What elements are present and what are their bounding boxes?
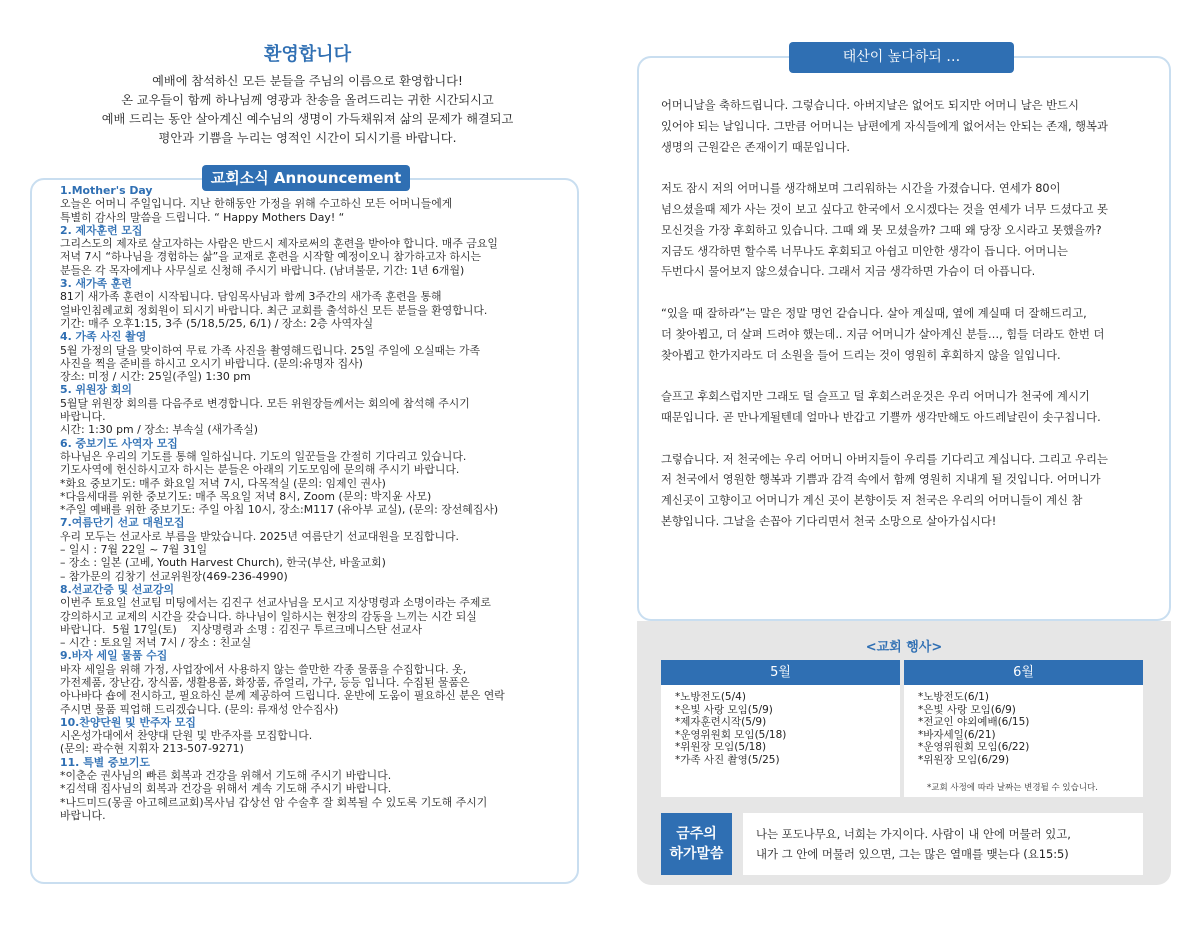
announcement-title: 7.여름단기 선교 대원모집	[60, 516, 185, 530]
welcome-section	[40, 40, 575, 148]
event-item: *전교인 야외예배(6/15)	[918, 716, 1030, 729]
welcome-line: 온 교우들이 함께 하나님께 영광과 찬송을 올려드리는 귀한 시간되시고	[121, 93, 494, 107]
verse-label	[661, 813, 732, 875]
event-item: *위원장 모임(5/18)	[675, 741, 767, 754]
announcement-line: – 시간 : 토요일 저녁 7시 / 장소 : 친교실	[60, 636, 252, 650]
announcement-item	[60, 716, 560, 756]
pastor-line: 어머니날을 축하드립니다. 그렇습니다. 아버지날은 없어도 되지만 어머니 날은 반드시	[661, 99, 1079, 112]
event-item: *위원장 모임(6/29)	[918, 753, 1010, 766]
pastor-column-text	[661, 96, 1156, 554]
announcement-title: 4. 가족 사진 촬영	[60, 330, 147, 344]
announcement-item	[60, 437, 560, 517]
events-june-header: 6월	[904, 660, 1143, 685]
announcement-line: 오늘은 어머니 주일입니다. 지난 한해동안 가정을 위해 수고하신 모든 어머니들에게	[60, 197, 453, 211]
announcement-title: 6. 중보기도 사역자 모집	[60, 436, 178, 450]
event-item: *운영위원회 모임(5/18)	[675, 728, 787, 741]
announcement-line: 장소: 미정 / 시간: 25일(주일) 1:30 pm	[60, 370, 251, 384]
pastor-line: 지금도 생각하면 할수록 너무나도 후회되고 아쉽고 미안한 생각이 듭니다. 어머니는	[661, 244, 1068, 258]
announcement-line: 바자 세일을 위해 가정, 사업장에서 사용하지 않는 쓸만한 각종 물품을 수집합니다. 옷,	[60, 662, 467, 676]
pastor-paragraph	[661, 304, 1156, 366]
announcement-item	[60, 383, 560, 436]
pastor-line: 모신것을 가장 후회하고 있습니다. 그때 왜 못 모셨을까? 그때 왜 당장 오시라고 못했을까?	[661, 223, 1102, 237]
events-title: <교회 행사>	[865, 640, 943, 655]
event-item: *바자세일(6/21)	[918, 728, 996, 741]
announcement-line: – 일시 : 7월 22일 ~ 7월 31일	[60, 543, 208, 557]
verse-line: 나는 포도나무요, 너희는 가지이다. 사람이 내 안에 머물러 있고,	[756, 827, 1071, 841]
events-june-column	[904, 660, 1143, 797]
announcement-line: 기간: 매주 오후1:15, 3주 (5/18,5/25, 6/1) / 장소: 2층 사역자실	[60, 316, 374, 330]
event-item: *운영위원회 모임(6/22)	[918, 741, 1030, 754]
welcome-line: 평안과 기쁨을 누리는 영적인 시간이 되시기를 바랍니다.	[158, 131, 457, 145]
event-item: *노방전도(5/4)	[675, 691, 746, 703]
announcement-item	[60, 516, 560, 582]
events-may-column	[661, 660, 900, 797]
announcement-line: 아나바다 숍에 전시하고, 필요하신 분께 제공하여 드립니다. 운반에 도움이 필요하신 분은 연락	[60, 689, 505, 703]
announcement-line: 가전제품, 장난감, 장식품, 생활용품, 화장품, 쥬얼리, 가구, 등등 입니다. 수집된 물품은	[60, 675, 470, 689]
announcement-line: 강의하시고 교제의 시간을 갖습니다. 하나님이 일하시는 현장의 감동을 느끼는 시간 되실	[60, 609, 477, 623]
announcement-title: 10.찬양단원 및 반주자 모집	[60, 715, 196, 729]
pastor-line: 그렇습니다. 저 천국에는 우리 어머니 아버지들이 우리를 기다리고 계십니다. 그리고 우리는	[661, 452, 1108, 466]
announcement-line: 분들은 각 목자에게나 사무실로 신청해 주시기 바랍니다. (남녀불문, 기간: 1년 6개월)	[60, 263, 465, 277]
welcome-line: 예배 드리는 동안 살아계신 예수님의 생명이 가득채워져 삶의 문제가 해결되고	[101, 112, 514, 126]
welcome-line: 예배에 참석하신 모든 분들을 주님의 이름으로 환영합니다!	[152, 74, 463, 88]
announcement-title: 1.Mother's Day	[60, 184, 153, 197]
pastor-paragraph	[661, 179, 1156, 283]
announcement-line: 우리 모두는 선교사로 부름을 받았습니다. 2025년 여름단기 선교대원을 모집합니다.	[60, 529, 459, 543]
verse-label-line: 하가말씀	[669, 846, 724, 862]
announcement-title: 9.바자 세일 물품 수집	[60, 649, 168, 663]
announcement-item	[60, 330, 560, 383]
announcement-line: *나드미드(몽골 아고헤르교회)목사님 갑상선 암 수술후 잘 회복될 수 있도록 기도해 주시기	[60, 795, 488, 809]
verse-text	[743, 813, 1143, 875]
pastor-line: 저 천국에서 영원한 행복과 기쁨과 감격 속에서 함께 영원히 지내게 될 것입니다. 어머니가	[661, 473, 1101, 487]
announcement-line: 바랍니다.	[60, 808, 106, 822]
announcement-line: 특별히 감사의 말씀을 드립니다. “ Happy Mothers Day! “	[60, 210, 345, 224]
pastor-line: 생명의 근원같은 존재이기 때문입니다.	[661, 140, 850, 154]
pastor-line: 계신곳이 고향이고 어머니가 계신 곳이 본향이듯 저 천국은 우리의 어머니들이 계신 참	[661, 494, 1083, 508]
events-may-header: 5월	[661, 660, 900, 685]
announcement-line: 기도사역에 헌신하시고자 하시는 분들은 아래의 기도모임에 문의해 주시기 바랍니다.	[60, 463, 460, 477]
announcement-title: 8.선교간증 및 선교강의	[60, 582, 174, 596]
announcement-line: *주일 예배를 위한 중보기도: 주일 아침 10시, 장소:M117 (유아부 교실), (문의: 장선혜집사)	[60, 503, 499, 517]
pastor-line: “있을 때 잘하라”는 말은 정말 명언 같습니다. 살아 계실때, 옆에 계실때 더 잘해드리고,	[661, 306, 1087, 320]
announcement-item	[60, 184, 560, 224]
verse-line: 내가 그 안에 머물러 있으면, 그는 많은 열매를 맺는다 (요15:5)	[756, 847, 1069, 861]
announcement-line: 저녁 7시 “하나님을 경험하는 삶”을 교재로 훈련을 시작할 예정이오니 참가하고자 하시는	[60, 250, 482, 264]
events-june-list	[904, 685, 1143, 767]
announcement-item	[60, 756, 560, 822]
announcement-line: 5월달 위원장 회의를 다음주로 변경합니다. 모든 위원장들께서는 회의에 참석해 주시기	[60, 396, 470, 410]
announcement-line: 5월 가정의 달을 맞이하여 무료 가족 사진을 촬영해드립니다. 25일 주일에 오실때는 가족	[60, 343, 481, 357]
event-item: *가족 사진 촬영(5/25)	[675, 753, 780, 766]
announcement-line: 시온성가대에서 찬양대 단원 및 반주자를 모집합니다.	[60, 729, 313, 743]
announcement-line: 바랍니다.	[60, 410, 106, 424]
pastor-line: 저도 잠시 저의 어머니를 생각해보며 그리워하는 시간을 가졌습니다. 연세가 80이	[661, 182, 1061, 196]
announcement-title: 2. 제자훈련 모집	[60, 223, 143, 237]
announcement-item	[60, 277, 560, 330]
announcement-line: 81기 새가족 훈련이 시작됩니다. 담임목사님과 함께 3주간의 새가족 훈련을 통해	[60, 290, 442, 304]
announcement-line: *다음세대를 위한 중보기도: 매주 목요일 저녁 8시, Zoom (문의: 박지윤 사모)	[60, 489, 432, 503]
announcement-line: – 장소 : 일본 (고베, Youth Harvest Church), 한국(부산, 바울교회)	[60, 556, 386, 570]
announcement-item	[60, 583, 560, 649]
announcement-line: 얼바인침례교회 정회원이 되시기 바랍니다. 최근 교회를 출석하신 모든 분들을 환영합니다.	[60, 303, 488, 317]
announcements-title: 교회소식 Announcement	[202, 165, 410, 191]
announcement-line: – 참가문의 김창기 선교위원장(469-236-4990)	[60, 569, 288, 583]
welcome-title: 환영합니다	[264, 44, 351, 65]
announcement-line: 하나님은 우리의 기도를 통해 일하십니다. 기도의 일꾼들을 간절히 기다리고 있습니다.	[60, 449, 467, 463]
verse-label-line: 금주의	[676, 826, 717, 842]
pastor-line: 본향입니다. 그날을 손꼽아 기다리면서 천국 소망으로 살아가십시다!	[661, 514, 997, 528]
announcement-item	[60, 224, 560, 277]
event-item: *노방전도(6/1)	[918, 691, 989, 703]
announcements-list	[60, 184, 560, 822]
announcement-line: 사진을 찍을 준비를 하시고 오시기 바랍니다. (문의:유명자 집사)	[60, 356, 363, 370]
announcement-line: 시간: 1:30 pm / 장소: 부속실 (새가족실)	[60, 423, 258, 437]
events-may-list	[661, 685, 900, 767]
event-item: *제자훈련시작(5/9)	[675, 716, 767, 729]
pastor-line: 두번다시 물어보지 않으셨습니다. 그래서 지금 생각하면 가슴이 더 아픕니다.	[661, 265, 1036, 279]
pastor-line: 더 찾아뵙고, 더 살펴 드려야 했는데.. 지금 어머니가 살아계신 분들…, 힘들 더라도 한번 더	[661, 327, 1105, 341]
pastor-paragraph	[661, 96, 1156, 158]
announcement-line: *김석태 집사님의 회복과 건강을 위해서 계속 기도해 주시기 바랍니다.	[60, 782, 392, 796]
pastor-line: 슬프고 후회스럽지만 그래도 덜 슬프고 덜 후회스러운것은 우리 어머니가 천국에 계시기	[661, 390, 1090, 404]
announcement-item	[60, 649, 560, 715]
announcement-line: 바랍니다. 5월 17일(토) 지상명령과 소명 : 김진구 투르크메니스탄 선교사	[60, 622, 423, 636]
announcement-title: 3. 새가족 훈련	[60, 277, 132, 291]
event-item: *은빛 사랑 모임(6/9)	[918, 703, 1016, 716]
announcement-line: (문의: 곽수현 지휘자 213-507-9271)	[60, 742, 244, 756]
pastor-line: 찾아뵙고 한가지라도 더 소원을 들어 드리는 것이 영원히 후회하지 않을 일입니다.	[661, 348, 1061, 362]
events-note: *교회 사정에 따라 날짜는 변경될 수 있습니다.	[927, 783, 1098, 793]
pastor-line: 때문입니다. 곧 만나게될텐데 얼마나 반갑고 기쁠까 생각만해도 아드레날린이 솟구칩니다.	[661, 410, 1101, 424]
announcement-line: 이번주 토요일 선교팀 미팅에서는 김진구 선교사님을 모시고 지상명령과 소명이라는 주제로	[60, 596, 491, 610]
pastor-column-title: 태산이 높다하되 …	[789, 42, 1014, 73]
pastor-line: 넘으셨을때 제가 사는 것이 보고 싶다고 한국에서 오시겠다는 것을 연세가 너무 드셨다고 못	[661, 202, 1108, 216]
event-item: *은빛 사랑 모임(5/9)	[675, 703, 773, 716]
announcement-title: 11. 특별 중보기도	[60, 755, 150, 769]
announcement-line: 주시면 물품 픽업해 드리겠습니다. (문의: 류재성 안수집사)	[60, 702, 339, 716]
announcement-line: 그리스도의 제자로 살고자하는 사람은 반드시 제자로써의 훈련을 받아야 합니다. 매주 금요일	[60, 237, 498, 251]
pastor-paragraph	[661, 450, 1156, 533]
pastor-paragraph	[661, 387, 1156, 429]
pastor-line: 있어야 되는 날입니다. 그만큼 어머니는 남편에게 자식들에게 없어서는 안되는 존재, 행복과	[661, 119, 1108, 133]
announcement-title: 5. 위원장 회의	[60, 383, 132, 397]
announcement-line: *화요 중보기도: 매주 화요일 저녁 7시, 다목적실 (문의: 임제인 권사)	[60, 476, 386, 490]
announcement-line: *이춘순 권사님의 빠른 회복과 건강을 위해서 기도해 주시기 바랍니다.	[60, 769, 392, 783]
